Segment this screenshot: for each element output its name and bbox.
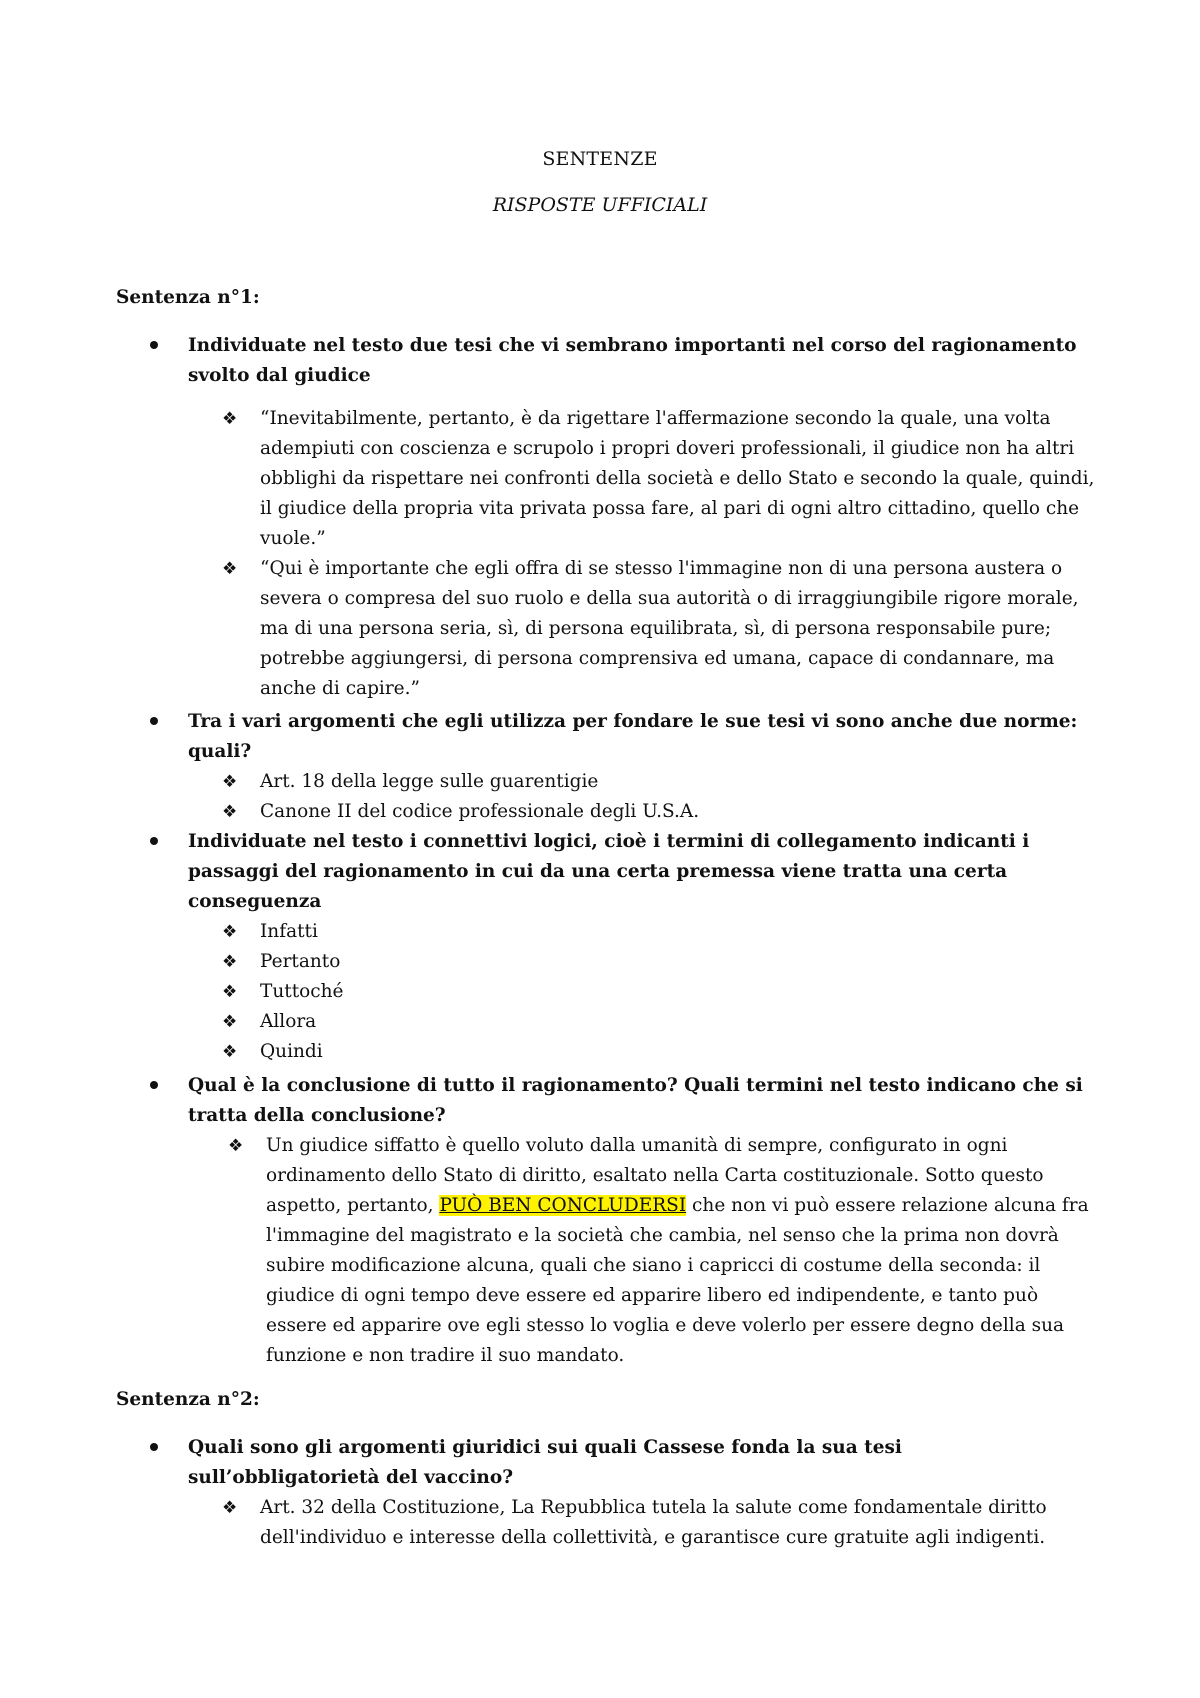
bullet-icon <box>150 1081 158 1089</box>
diamond-bullet-icon: ❖ <box>222 409 238 429</box>
answer-text: Tuttoché <box>260 981 344 1002</box>
document-title: SENTENZE <box>542 148 658 170</box>
answer-item <box>222 404 1100 554</box>
question-block-5 <box>150 1433 1090 1493</box>
answer-text-after: che non vi può essere relazione alcuna fra l'immagine del magistrato e la società che cambia, nel senso che la prima non dovrà subire modificazione alcuna, quali che siano i capricci di costume della seconda: il giudice di ogni tempo deve essere ed apparire libero ed indipendente, e tanto può essere ed apparire ove egli stesso lo voglia e deve volerlo per essere degno della sua funzione e non tradire il suo mandato. <box>266 1195 1089 1366</box>
answer-item <box>222 917 1100 947</box>
question-text: Quali sono gli argomenti giuridici sui quali Cassese fonda la sua tesi sull’obbligatorietà del vaccino? <box>188 1437 902 1488</box>
question-text: Qual è la conclusione di tutto il ragionamento? Quali termini nel testo indicano che si tratta della conclusione? <box>188 1075 1083 1126</box>
document-subtitle: RISPOSTE UFFICIALI <box>492 194 708 216</box>
answer-text: Canone II del codice professionale degli U.S.A. <box>260 801 700 822</box>
answer-item <box>222 1493 1100 1553</box>
answer-list-3 <box>222 917 1100 1067</box>
question-text: Individuate nel testo i connettivi logici, cioè i termini di collegamento indicanti i passaggi del ragionamento in cui da una certa premessa viene tratta una certa conseguenza <box>188 831 1030 912</box>
answer-item <box>228 1131 1100 1371</box>
bullet-icon <box>150 837 158 845</box>
answer-list-4 <box>228 1131 1100 1371</box>
answer-text: Pertanto <box>260 951 341 972</box>
answer-item <box>222 767 1100 797</box>
diamond-bullet-icon: ❖ <box>228 1136 244 1156</box>
diamond-bullet-icon: ❖ <box>222 802 238 822</box>
bullet-icon <box>150 717 158 725</box>
highlighted-conclusion-phrase: PUÒ BEN CONCLUDERSI <box>439 1195 687 1216</box>
answer-item <box>222 977 1100 1007</box>
diamond-bullet-icon: ❖ <box>222 772 238 792</box>
answer-item <box>222 1007 1100 1037</box>
bullet-icon <box>150 341 158 349</box>
answer-text: Art. 18 della legge sulle guarentigie <box>260 771 599 792</box>
bullet-icon <box>150 1443 158 1451</box>
question-text: Tra i vari argomenti che egli utilizza per fondare le sue tesi vi sono anche due norme: quali? <box>188 711 1078 762</box>
answer-text: Quindi <box>260 1041 323 1062</box>
answer-item <box>222 947 1100 977</box>
answer-list-5 <box>222 1493 1100 1553</box>
answer-text: “Inevitabilmente, pertanto, è da rigettare l'affermazione secondo la quale, una volta adempiuti con coscienza e scrupolo i propri doveri professionali, il giudice non ha altri obblighi da rispettare nei confronti della società e dello Stato e secondo la quale, quindi, il giudice della propria vita privata possa fare, al pari di ogni altro cittadino, quello che vuole.” <box>260 408 1095 549</box>
question-block-2 <box>150 707 1090 767</box>
diamond-bullet-icon: ❖ <box>222 922 238 942</box>
answer-text: Art. 32 della Costituzione, La Repubblica tutela la salute come fondamentale diritto dell'individuo e interesse della collettività, e garantisce cure gratuite agli indigenti. <box>260 1497 1047 1548</box>
answer-list-2 <box>222 767 1100 827</box>
question-block-4 <box>150 1071 1090 1131</box>
answer-text: Infatti <box>260 921 318 942</box>
diamond-bullet-icon: ❖ <box>222 1498 238 1518</box>
section-heading-1: Sentenza n°1: <box>116 287 260 308</box>
question-block-1 <box>150 331 1090 391</box>
diamond-bullet-icon: ❖ <box>222 952 238 972</box>
answer-text <box>266 1131 1100 1371</box>
diamond-bullet-icon: ❖ <box>222 982 238 1002</box>
answer-text: “Qui è importante che egli offra di se stesso l'immagine non di una persona austera o severa o compresa del suo ruolo e della sua autorità o di irraggiungibile rigore morale, ma di una persona seria, sì, di persona equilibrata, sì, di persona responsabile pure; potrebbe aggiungersi, di persona comprensiva ed umana, capace di condannare, ma anche di capire.” <box>260 558 1079 699</box>
diamond-bullet-icon: ❖ <box>222 1012 238 1032</box>
question-block-3 <box>150 827 1090 917</box>
answer-text: Allora <box>260 1011 317 1032</box>
question-text: Individuate nel testo due tesi che vi sembrano importanti nel corso del ragionamento svolto dal giudice <box>188 335 1077 386</box>
diamond-bullet-icon: ❖ <box>222 1042 238 1062</box>
diamond-bullet-icon: ❖ <box>222 559 238 579</box>
section-heading-2: Sentenza n°2: <box>116 1389 260 1410</box>
answer-text-before: Un giudice siffatto è quello voluto dalla umanità di sempre, configurato in ogni ordinamento dello Stato di diritto, esaltato nella Carta costituzionale. Sotto questo aspetto, pertanto, <box>266 1135 1044 1216</box>
answer-item <box>222 797 1100 827</box>
answer-item <box>222 1037 1100 1067</box>
answer-list-1 <box>222 404 1100 704</box>
answer-item <box>222 554 1100 704</box>
